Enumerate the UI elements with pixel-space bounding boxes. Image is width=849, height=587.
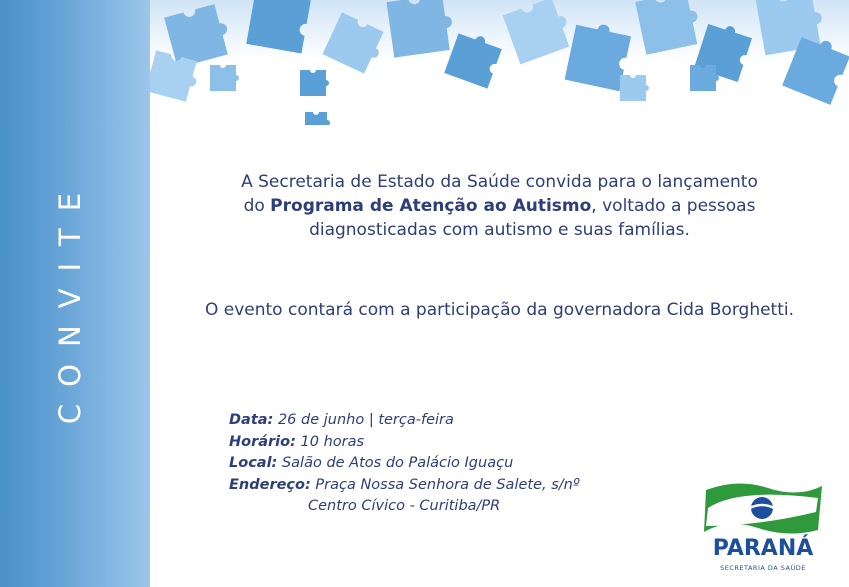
address-label: Endereço: [229,476,311,493]
date-label: Data: [229,412,274,428]
detail-time [229,432,580,454]
address-value: Praça Nossa Senhora de Salete, s/nº [315,476,580,493]
participation-text: O evento contará com a participação da governadora Cida Borghetti. [204,300,795,320]
sidebar [0,0,150,587]
logo-name: PARANÁ [712,536,814,561]
intro-line-2-suffix: , voltado a pessoas [591,196,756,216]
intro-line-2 [150,194,849,218]
time-value: 10 horas [300,433,365,450]
sidebar-title-text: CONVITE [53,175,88,425]
event-details [229,410,580,518]
intro-line-2-prefix: do [243,196,271,216]
intro-text [150,170,849,242]
detail-location [229,453,580,475]
time-label: Horário: [229,433,296,450]
sidebar-title [52,150,88,450]
location-value: Salão de Atos do Palácio Iguaçu [281,455,514,471]
content [150,0,849,587]
intro-line-1: A Secretaria de Estado da Saúde convida para o lançamento [241,172,758,192]
parana-logo [698,478,828,582]
logo-subtitle: SECRETARIA DA SAÚDE [720,564,806,572]
detail-date [229,410,580,432]
intro-line-3: diagnosticadas com autismo e suas famílias. [309,220,690,240]
program-name: Programa de Atenção ao Autismo [270,196,592,216]
parana-flag-icon [698,478,828,538]
date-value: 26 de junho | terça-feira [277,412,454,428]
address-line-2: Centro Cívico - Curitiba/PR [308,498,501,514]
detail-address [229,475,580,497]
location-label: Local: [229,455,278,471]
